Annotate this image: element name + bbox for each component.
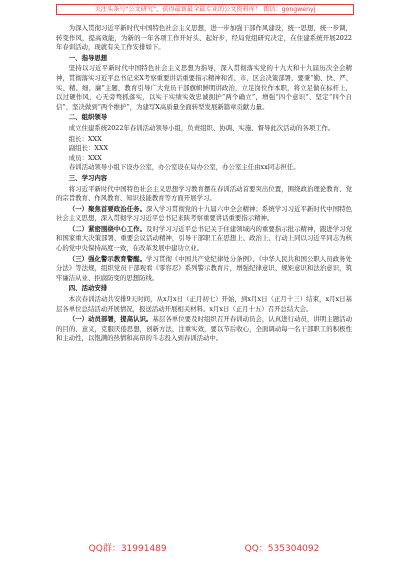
item-text: 及时学习习近平总书记关于住建领域内的重要指示批示精神，跟进学习党和国家重大决策部署、重要会议活动精神，引导干部职工在思想上、政治上、行动上同以习近平同志为核心的党中央保持高度一致，在改革发展中建功立业。 [56, 224, 352, 253]
contact-footer [0, 541, 408, 554]
item-text: 深入学习贯彻党的十九届六中全会精神；系统学习习近平新时代中国特色社会主义思想，深入贯彻学习习近平总书记来陕考察重要讲话重要指示精神。 [56, 204, 352, 223]
qq-group: QQ群：31991489 [88, 544, 167, 554]
leader-line: 组长：XXX [68, 134, 102, 143]
leader-line: 副组长：XXX [68, 144, 109, 153]
section-paragraph: 春训活动领导小组下设办公室，办公室设在局办公室，办公室主任由xx同志担任。 [68, 163, 300, 172]
list-item [56, 205, 352, 224]
list-item [56, 255, 352, 284]
item-label: （一）聚焦首要政治任务。 [68, 204, 147, 213]
intro-paragraph: 为深入贯彻习近平新时代中国特色社会主义思想，进一步加强干部作风建设，统一思想，统一步调，转变作风，提高效能，为新的一年各项工作开好头、起好步，经局党组研究决定，在住建系统开展2022年春训活动，现就有关工作安排如下。 [56, 24, 352, 52]
document-body [56, 24, 352, 345]
section-heading: 三、学习内容 [68, 173, 108, 182]
section-paragraph: 成立住建系统2022年春训活动领导小组，负责组织、协调、实施、督导此次活动的各项工作。 [68, 123, 335, 132]
list-item [56, 315, 352, 344]
section-heading: 一、指导思想 [68, 53, 108, 62]
section-heading: 四、活动安排 [68, 284, 108, 293]
section-paragraph: 坚持以习近平新时代中国特色社会主义思想为指导，深入贯彻落实党的十九大和十九届历次全会精神，贯彻落实习近平总书记来X考察重要讲话重要指示精神和省、市、区会决策部署，要秉“勤、快、严、实、精、细、廉”主题，教育引导广大党员干部旗帜鲜明讲政治，立足岗位作本职，将立足做在标杆上，以过硬作风，心无旁骛抓落实，以实干实绩实效忠诚拥护“两个确立”，增强“四个意识”、坚定“四个自信”、坚决做到“两个维护”，为建写X高质量全面转型发展新篇章贡献力量。 [56, 64, 352, 111]
qq-number: QQ：535304092 [244, 544, 320, 554]
section-paragraph: 将习近平新时代中国特色社会主义思想学习教育摆在春训活动首要突出位置，围绕政治理论教育、党的宗旨教育、作风教育、知识技能教育等方面开展学习。 [56, 184, 352, 203]
item-label: （一）动员部署，提高认识。 [68, 315, 153, 324]
item-label: （三）强化警示教育警醒。 [68, 254, 147, 263]
section-paragraph: 本次春训活动共安排9天时间，从x月x日（正月初七）开始，到x月x日（正月十三）结束，x月x日基层各单位总结活动开展情况，报送活动开展相关材料。x月x日（正月十五）召开总结大会。 [56, 295, 352, 313]
item-label: （二）紧密围绕中心工作。 [68, 224, 147, 233]
section-heading: 二、组织领导 [68, 113, 108, 122]
item-text: 基层各单位要及时组织召开春训动员会，认真进行动员，讲明主题活动的目的、意义，克服厌倦思想，创新方法，注重实效，要以节后收心，全面调动每一名干部职工的积极性和主动性，以饱满的热情和高昂的斗志投入到春训活动中。 [56, 315, 352, 343]
leader-line: 成员：XXX [68, 153, 102, 162]
item-text: 学习贯彻《中国共产党纪律处分条例》、《中华人民共和国公职人员政务处分法》等法规，组织党员干部观看《零容忍》系列警示教育片，增强纪律意识、规矩意识和法治意识，筑牢廉洁从业、拒腐防变的思想防线。 [56, 254, 353, 282]
list-item [56, 225, 352, 254]
promo-banner: 关注头条号"公文研究"，获得最新最全最专业的公文资料库！ 微信：gongwenyj [56, 4, 354, 15]
